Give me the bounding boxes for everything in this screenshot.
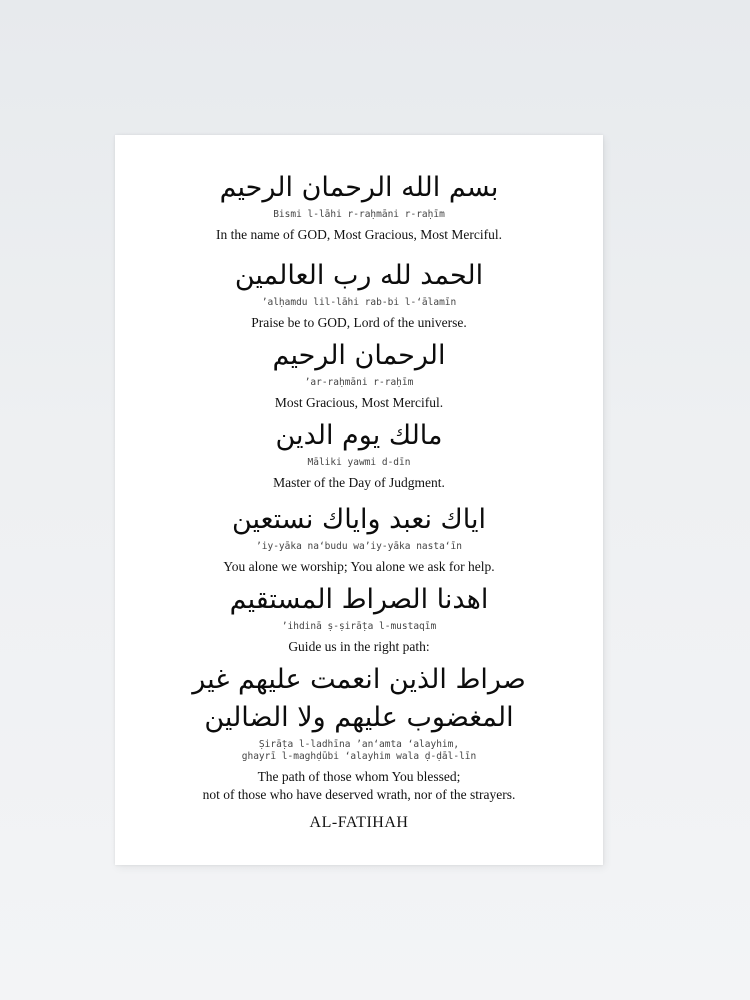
verse-3: [115, 337, 603, 417]
verse-2-arabic: الحمد لله رب العالمين: [234, 260, 484, 291]
verse-3-english: Most Gracious, Most Merciful.: [274, 395, 444, 410]
verse-3-arabic: الرحمان الرحيم: [272, 340, 446, 371]
verse-2-transliteration: ʼalḥamdu lil-lāhi rab-bi l-ʻālamīn: [261, 297, 457, 308]
verse-2-english: Praise be to GOD, Lord of the universe.: [251, 315, 467, 330]
verse-6: [115, 581, 603, 661]
verse-7-transliteration: Ṣirāṭa l-ladhīna ʼanʻamta ʻalayhim, ghayrī l-maghḍūbi ʻalayhim wala ḍ-ḍāl-līn: [241, 739, 477, 762]
verse-5: [115, 501, 603, 581]
poster-title: AL-FATIHAH: [309, 814, 409, 831]
verse-1-english: In the name of GOD, Most Gracious, Most Merciful.: [215, 227, 503, 242]
verse-7: [115, 661, 603, 809]
verse-4-arabic: مالك يوم الدين: [275, 420, 443, 451]
verse-4: [115, 417, 603, 501]
verse-6-english: Guide us in the right path:: [288, 639, 430, 654]
verse-5-transliteration: ʼiy-yāka naʻbudu waʼiy-yāka nastaʻīn: [256, 541, 462, 552]
verse-7-arabic: صراط الذين انعمت عليهم غير المغضوب عليهم ولا الضالين: [192, 664, 526, 733]
verse-7-english: The path of those whom You blessed; not of those who have deserved wrath, nor of the strayers.: [202, 769, 516, 802]
verse-3-transliteration: ʼar-raḥmāni r-raḥīm: [304, 377, 414, 388]
verse-1: [115, 169, 603, 257]
verse-4-english: Master of the Day of Judgment.: [273, 475, 445, 490]
verse-2: [115, 257, 603, 337]
verse-1-transliteration: Bismi l-lāhi r-raḥmāni r-raḥīm: [273, 209, 445, 220]
verse-5-english: You alone we worship; You alone we ask for help.: [223, 559, 495, 574]
verse-4-transliteration: Māliki yawmi d-dīn: [307, 457, 411, 468]
poster: [115, 135, 603, 865]
verse-6-arabic: اهدنا الصراط المستقيم: [229, 584, 489, 615]
verse-6-transliteration: ʼihdinā ṣ-ṣirāṭa l-mustaqīm: [281, 621, 437, 632]
verse-5-arabic: اياك نعبد واياك نستعين: [231, 504, 487, 535]
verse-1-arabic: بسم الله الرحمان الرحيم: [219, 172, 499, 203]
